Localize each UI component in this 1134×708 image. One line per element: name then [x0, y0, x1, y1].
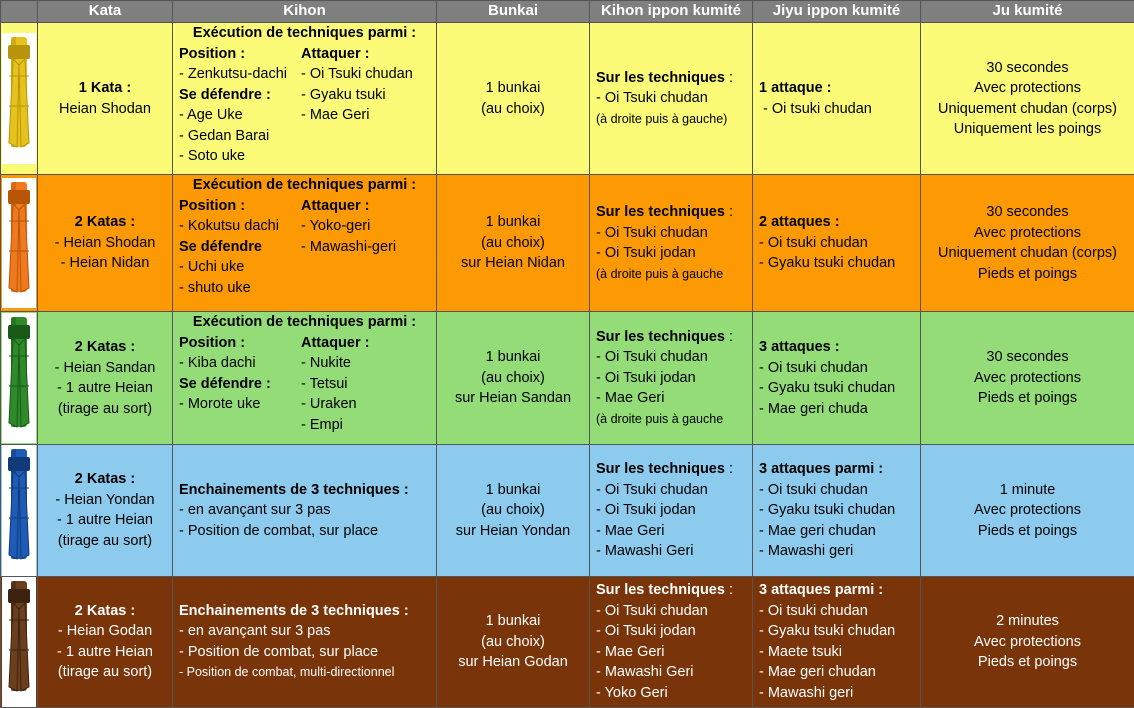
kihon-col-defense — [179, 44, 301, 167]
bunkai-line: sur Heian Sandan — [437, 388, 589, 409]
orange-belt-icon — [2, 178, 36, 309]
header-bunkai: Bunkai — [437, 1, 590, 23]
kip-heading — [596, 580, 752, 601]
table-row — [1, 312, 1134, 445]
kata-count: 2 Katas : — [38, 469, 172, 490]
kip-suffix: : — [725, 204, 733, 220]
kihon-technique: - Mawashi-geri — [301, 237, 436, 258]
kata-item: - 1 autre Heian — [38, 510, 172, 531]
bunkai-line: 1 bunkai — [437, 611, 589, 632]
bunkai-line: sur Heian Yondan — [437, 521, 589, 542]
kata-count: 2 Katas : — [38, 212, 172, 233]
kata-item: - Heian Nidan — [38, 253, 172, 274]
kata-count: 2 Katas : — [38, 337, 172, 358]
kihon-technique: - Zenkutsu-dachi — [179, 64, 301, 85]
kip-technique — [596, 347, 752, 368]
kihon-subheading: Position : — [179, 333, 301, 354]
kihon-title: Enchainements de 3 techniques : — [173, 601, 436, 622]
kihon-technique: - shuto uke — [179, 278, 301, 299]
kihon-technique: - Oi Tsuki chudan — [301, 64, 436, 85]
bunkai-line: (au choix) — [437, 368, 589, 389]
kip-text: - Oi Tsuki chudan — [596, 225, 708, 241]
jiyu-technique: - Mawashi geri — [759, 541, 920, 562]
kata-item: - 1 autre Heian — [38, 378, 172, 399]
green-belt-icon — [2, 313, 36, 444]
kihon-col-attack — [301, 196, 436, 299]
header-jiyu-ippon-kumite: Jiyu ippon kumité — [753, 1, 921, 23]
kihon-cell — [173, 312, 437, 445]
kata-item: Heian Shodan — [38, 99, 172, 120]
jiyu-ippon-cell — [753, 312, 921, 445]
kip-technique — [596, 521, 752, 542]
kihon-line: - en avançant sur 3 pas — [173, 500, 436, 521]
jiyu-technique: - Gyaku tsuki chudan — [759, 500, 920, 521]
kihon-cell — [173, 175, 437, 312]
ju-kumite-line: Avec protections — [921, 368, 1134, 389]
jiyu-heading: 3 attaques : — [759, 337, 920, 358]
kihon-ippon-cell — [590, 175, 753, 312]
jiyu-technique: - Gyaku tsuki chudan — [759, 253, 920, 274]
kihon-grid — [173, 196, 436, 299]
kihon-technique: - Gedan Barai — [179, 126, 301, 147]
jiyu-technique: - Oi tsuki chudan — [759, 601, 920, 622]
kip-technique — [596, 642, 752, 663]
kihon-title: Enchainements de 3 techniques : — [173, 480, 436, 501]
kip-suffix: : — [725, 329, 733, 345]
jiyu-technique: - Mae geri chudan — [759, 521, 920, 542]
bunkai-line: 1 bunkai — [437, 78, 589, 99]
kip-text: - Oi Tsuki chudan — [596, 90, 708, 106]
bunkai-cell — [437, 445, 590, 577]
kihon-technique: - Yoko-geri — [301, 216, 436, 237]
kip-technique — [596, 264, 752, 285]
header-ju-kumite: Ju kumité — [921, 1, 1134, 23]
kata-item: - 1 autre Heian — [38, 642, 172, 663]
kihon-technique: - Gyaku tsuki — [301, 85, 436, 106]
ju-kumite-line: 30 secondes — [921, 58, 1134, 79]
kip-text: Sur les techniques — [596, 582, 725, 598]
belt-cell — [1, 445, 38, 577]
kihon-technique: - Uraken — [301, 394, 436, 415]
jiyu-ippon-cell — [753, 175, 921, 312]
bunkai-line: (au choix) — [437, 632, 589, 653]
jiyu-technique: - Mawashi geri — [759, 683, 920, 704]
kihon-cell — [173, 445, 437, 577]
ju-kumite-line: Uniquement les poings — [921, 119, 1134, 140]
ju-kumite-line: Pieds et poings — [921, 388, 1134, 409]
kip-technique — [596, 541, 752, 562]
kip-technique — [596, 243, 752, 264]
ju-kumite-cell — [921, 312, 1134, 445]
kihon-cell — [173, 576, 437, 708]
kip-heading — [596, 327, 752, 348]
kihon-technique: - Mae Geri — [301, 105, 436, 126]
kihon-title: Exécution de techniques parmi : — [173, 312, 436, 333]
kihon-technique: - Uchi uke — [179, 257, 301, 278]
kata-cell — [38, 175, 173, 312]
jiyu-technique: - Oi tsuki chudan — [759, 233, 920, 254]
kip-text: - Oi Tsuki chudan — [596, 349, 708, 365]
brown-belt-icon — [2, 577, 36, 708]
header-belt — [1, 1, 38, 23]
kip-technique — [596, 88, 752, 109]
kip-technique — [596, 662, 752, 683]
kip-text: - Mawashi Geri — [596, 664, 694, 680]
kip-technique — [596, 480, 752, 501]
ju-kumite-line: Avec protections — [921, 223, 1134, 244]
kata-count: 1 Kata : — [38, 78, 172, 99]
ju-kumite-line: Uniquement chudan (corps) — [921, 243, 1134, 264]
belt-cell — [1, 175, 38, 312]
kata-item: - Heian Godan — [38, 621, 172, 642]
kip-text: - Oi Tsuki jodan — [596, 623, 696, 639]
belt-cell — [1, 312, 38, 445]
kip-technique — [596, 109, 752, 130]
kihon-ippon-cell — [590, 23, 753, 175]
kip-text: - Oi Tsuki chudan — [596, 482, 708, 498]
kip-technique — [596, 388, 752, 409]
kip-heading — [596, 459, 752, 480]
kihon-subheading: Position : — [179, 196, 301, 217]
kihon-title: Exécution de techniques parmi : — [173, 23, 436, 44]
ju-kumite-line: Avec protections — [921, 500, 1134, 521]
kip-text: - Oi Tsuki jodan — [596, 502, 696, 518]
blue-belt-icon — [2, 445, 36, 576]
kip-technique — [596, 368, 752, 389]
jiyu-ippon-cell — [753, 576, 921, 708]
kihon-col-defense — [179, 196, 301, 299]
kip-text: - Mae Geri — [596, 523, 665, 539]
belt-cell — [1, 576, 38, 708]
kihon-subheading: Se défendre : — [179, 85, 301, 106]
kata-item: - Heian Shodan — [38, 233, 172, 254]
kata-cell — [38, 445, 173, 577]
kihon-subheading: Position : — [179, 44, 301, 65]
kip-technique — [596, 223, 752, 244]
kip-technique — [596, 500, 752, 521]
kip-text: (à droite puis à gauche — [596, 267, 723, 281]
kip-suffix: : — [725, 461, 733, 477]
kip-heading — [596, 68, 752, 89]
yellow-belt-icon — [2, 33, 36, 164]
kihon-technique: - Age Uke — [179, 105, 301, 126]
ju-kumite-cell — [921, 23, 1134, 175]
kata-item: (tirage au sort) — [38, 662, 172, 683]
kip-text: (à droite puis à gauche) — [596, 112, 727, 126]
kihon-ippon-cell — [590, 312, 753, 445]
jiyu-heading: 2 attaques : — [759, 212, 920, 233]
belt-cell — [1, 23, 38, 175]
kihon-technique: - Kokutsu dachi — [179, 216, 301, 237]
jiyu-ippon-cell — [753, 23, 921, 175]
kihon-grid — [173, 44, 436, 167]
bunkai-line: 1 bunkai — [437, 480, 589, 501]
ju-kumite-cell — [921, 445, 1134, 577]
kip-text: Sur les techniques — [596, 329, 725, 345]
jiyu-technique: - Oi tsuki chudan — [759, 99, 920, 120]
bunkai-line: (au choix) — [437, 99, 589, 120]
kip-technique — [596, 409, 752, 430]
kihon-title: Exécution de techniques parmi : — [173, 175, 436, 196]
jiyu-technique: - Gyaku tsuki chudan — [759, 621, 920, 642]
kata-item: (tirage au sort) — [38, 399, 172, 420]
kihon-ippon-cell — [590, 576, 753, 708]
kihon-line: - Position de combat, multi-directionnel — [173, 662, 436, 683]
table-row — [1, 445, 1134, 577]
kip-text: (à droite puis à gauche — [596, 412, 723, 426]
ju-kumite-line: Avec protections — [921, 78, 1134, 99]
jiyu-heading: 3 attaques parmi : — [759, 580, 920, 601]
kihon-technique: - Morote uke — [179, 394, 301, 415]
ju-kumite-line: 1 minute — [921, 480, 1134, 501]
header-row — [1, 1, 1134, 23]
jiyu-heading: 1 attaque : — [759, 78, 920, 99]
kata-item: - Heian Yondan — [38, 490, 172, 511]
table-row — [1, 23, 1134, 175]
jiyu-technique: - Mae geri chudan — [759, 662, 920, 683]
ju-kumite-line: 30 secondes — [921, 347, 1134, 368]
jiyu-technique: - Gyaku tsuki chudan — [759, 378, 920, 399]
header-kata: Kata — [38, 1, 173, 23]
kip-text: - Oi Tsuki chudan — [596, 603, 708, 619]
ju-kumite-cell — [921, 576, 1134, 708]
kihon-line: - en avançant sur 3 pas — [173, 621, 436, 642]
ju-kumite-line: Pieds et poings — [921, 521, 1134, 542]
kihon-subheading: Attaquer : — [301, 333, 436, 354]
kip-text: - Oi Tsuki jodan — [596, 370, 696, 386]
kihon-subheading: Attaquer : — [301, 196, 436, 217]
kata-cell — [38, 312, 173, 445]
bunkai-cell — [437, 175, 590, 312]
jiyu-technique: - Oi tsuki chudan — [759, 358, 920, 379]
kip-suffix: : — [725, 70, 733, 86]
kip-text: Sur les techniques — [596, 461, 725, 477]
bunkai-cell — [437, 23, 590, 175]
kihon-ippon-cell — [590, 445, 753, 577]
kihon-line: - Position de combat, sur place — [173, 521, 436, 542]
bunkai-cell — [437, 312, 590, 445]
kip-text: Sur les techniques — [596, 204, 725, 220]
kihon-subheading: Se défendre — [179, 237, 301, 258]
kata-count: 2 Katas : — [38, 601, 172, 622]
jiyu-heading: 3 attaques parmi : — [759, 459, 920, 480]
jiyu-technique: - Maete tsuki — [759, 642, 920, 663]
kihon-subheading: Attaquer : — [301, 44, 436, 65]
kihon-cell — [173, 23, 437, 175]
ju-kumite-line: 2 minutes — [921, 611, 1134, 632]
kihon-technique: - Nukite — [301, 353, 436, 374]
kip-technique — [596, 683, 752, 704]
ju-kumite-line: 30 secondes — [921, 202, 1134, 223]
kihon-col-attack — [301, 333, 436, 436]
ju-kumite-line: Pieds et poings — [921, 652, 1134, 673]
kip-text: - Mae Geri — [596, 390, 665, 406]
kihon-technique: - Soto uke — [179, 146, 301, 167]
kihon-col-defense — [179, 333, 301, 436]
kip-technique — [596, 621, 752, 642]
ju-kumite-line: Pieds et poings — [921, 264, 1134, 285]
bunkai-cell — [437, 576, 590, 708]
bunkai-line: sur Heian Nidan — [437, 253, 589, 274]
bunkai-line: (au choix) — [437, 500, 589, 521]
bunkai-line: sur Heian Godan — [437, 652, 589, 673]
kihon-technique: - Tetsui — [301, 374, 436, 395]
jiyu-technique: - Oi tsuki chudan — [759, 480, 920, 501]
kip-technique — [596, 601, 752, 622]
kata-cell — [38, 23, 173, 175]
kip-suffix: : — [725, 582, 733, 598]
table-row — [1, 576, 1134, 708]
ju-kumite-line: Uniquement chudan (corps) — [921, 99, 1134, 120]
ju-kumite-cell — [921, 175, 1134, 312]
kip-text: Sur les techniques — [596, 70, 725, 86]
kip-heading — [596, 202, 752, 223]
kip-text: - Mae Geri — [596, 644, 665, 660]
bunkai-line: 1 bunkai — [437, 212, 589, 233]
kihon-line: - Position de combat, sur place — [173, 642, 436, 663]
kip-text: - Yoko Geri — [596, 685, 668, 701]
bunkai-line: 1 bunkai — [437, 347, 589, 368]
jiyu-technique: - Mae geri chuda — [759, 399, 920, 420]
kihon-col-attack — [301, 44, 436, 167]
kihon-technique: - Empi — [301, 415, 436, 436]
kip-text: - Oi Tsuki jodan — [596, 245, 696, 261]
kihon-subheading: Se défendre : — [179, 374, 301, 395]
jiyu-ippon-cell — [753, 445, 921, 577]
kata-item: (tirage au sort) — [38, 531, 172, 552]
ju-kumite-line: Avec protections — [921, 632, 1134, 653]
bunkai-line: (au choix) — [437, 233, 589, 254]
header-kihon-ippon-kumite: Kihon ippon kumité — [590, 1, 753, 23]
table-row — [1, 175, 1134, 312]
header-kihon: Kihon — [173, 1, 437, 23]
kihon-technique: - Kiba dachi — [179, 353, 301, 374]
kip-text: - Mawashi Geri — [596, 543, 694, 559]
kata-cell — [38, 576, 173, 708]
kihon-grid — [173, 333, 436, 436]
kata-item: - Heian Sandan — [38, 358, 172, 379]
